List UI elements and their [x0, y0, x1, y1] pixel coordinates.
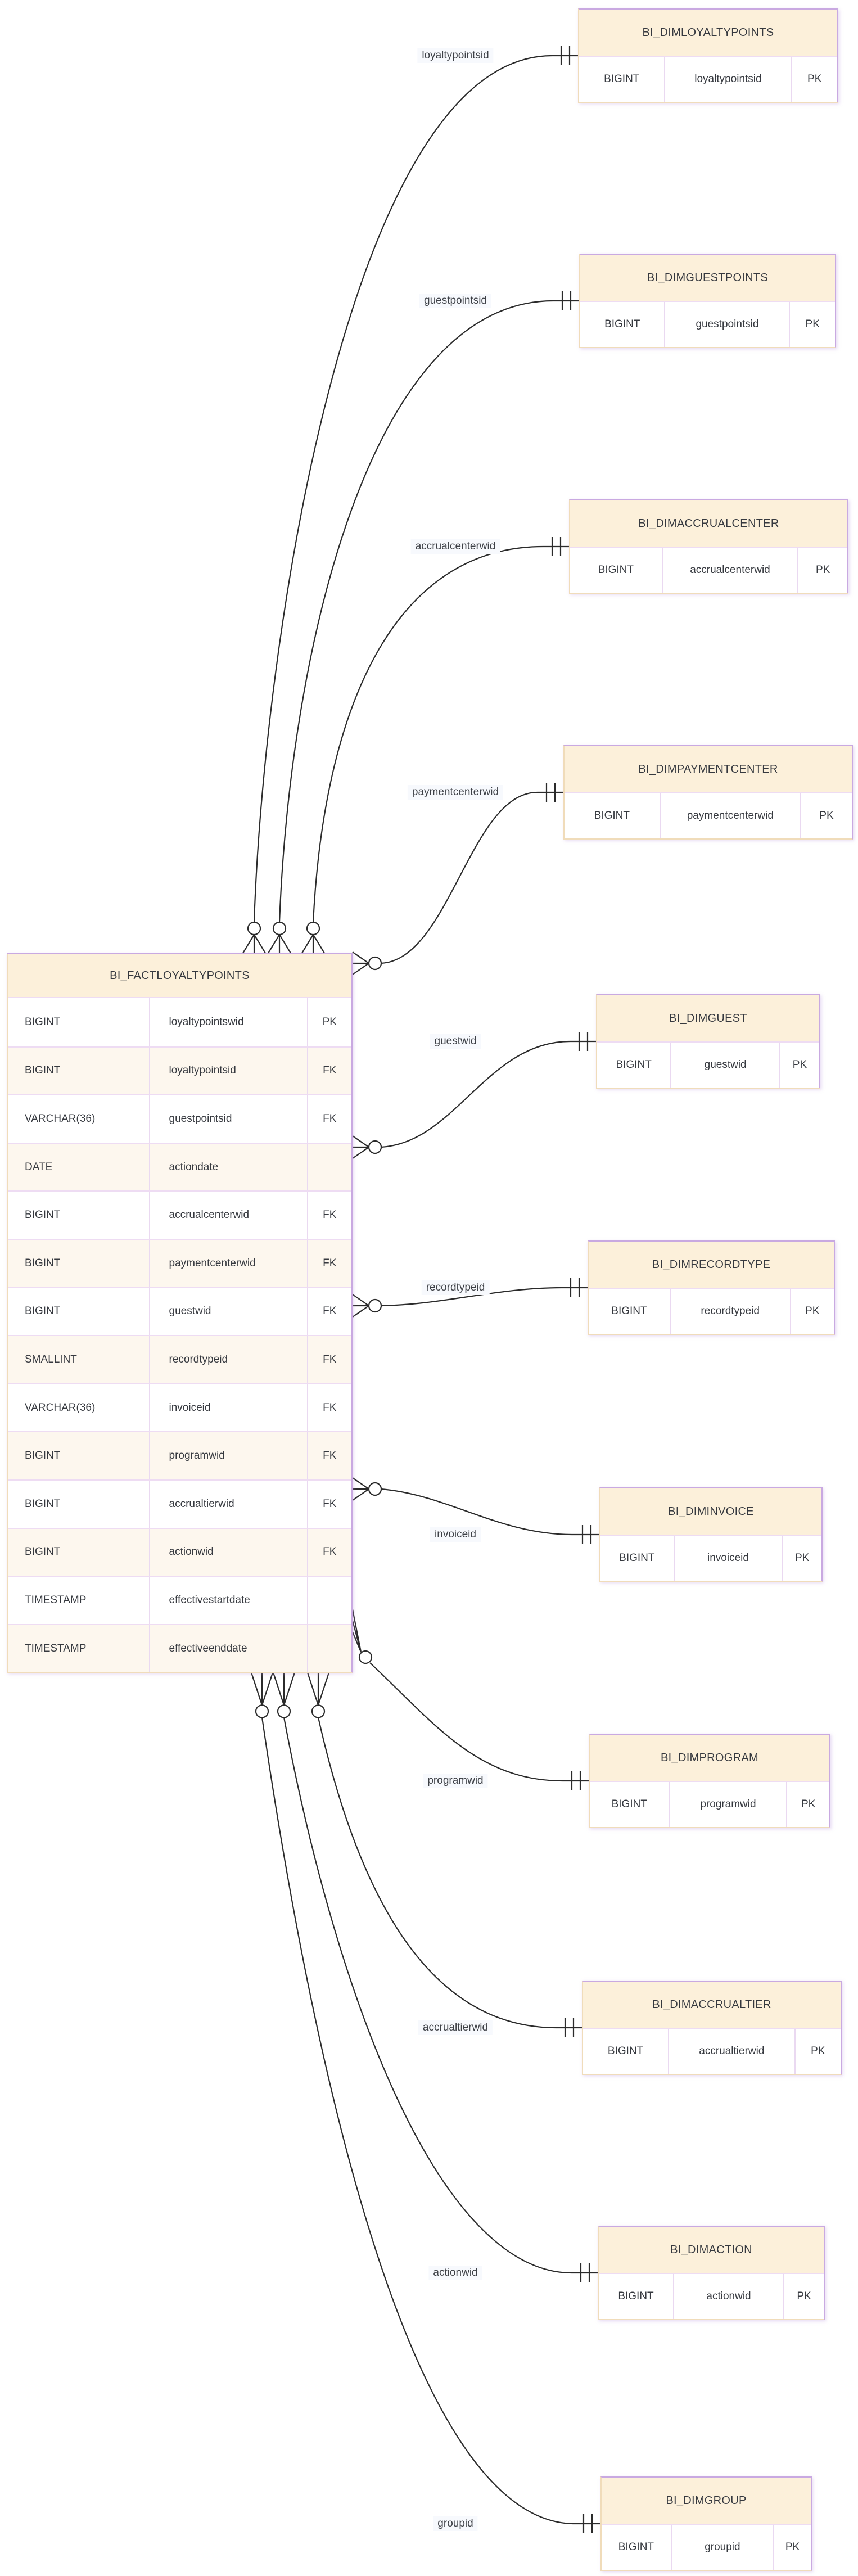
column-type: TIMESTAMP — [25, 1642, 87, 1654]
relationship-label-guestwid[interactable]: guestwid — [430, 1034, 481, 1049]
column-name: invoiceid — [674, 1536, 782, 1581]
column-key: PK — [789, 302, 835, 347]
column-name: loyaltypointswid — [149, 998, 307, 1046]
column-row[interactable] — [8, 1431, 351, 1479]
zero-or-many-circle-marker — [248, 922, 260, 935]
relationship-label-recordtypeid[interactable]: recordtypeid — [422, 1280, 490, 1295]
column-key: FK — [307, 1481, 351, 1528]
table-title[interactable]: BI_DIMINVOICE — [600, 1488, 821, 1536]
column-row[interactable] — [8, 1528, 351, 1576]
table-title[interactable]: BI_DIMGUEST — [597, 995, 819, 1043]
column-name: guestwid — [670, 1043, 779, 1088]
column-row[interactable] — [590, 1782, 829, 1827]
column-name: guestpointsid — [664, 302, 789, 347]
column-row[interactable] — [589, 1289, 834, 1334]
column-name: accrualtierwid — [149, 1481, 307, 1528]
column-name: effectiveenddate — [149, 1625, 307, 1672]
crows-foot-marker — [307, 1671, 329, 1705]
column-row[interactable] — [580, 302, 835, 347]
column-key: FK — [307, 1192, 351, 1239]
column-name: accrualtierwid — [668, 2029, 794, 2074]
relationship-guestwid — [353, 1032, 596, 1158]
table-title[interactable]: BI_DIMPROGRAM — [590, 1735, 829, 1782]
column-row[interactable] — [8, 1383, 351, 1432]
column-type: BIGINT — [611, 1798, 647, 1810]
column-type: BIGINT — [25, 1305, 61, 1318]
column-type: BIGINT — [25, 1546, 61, 1558]
relationship-accrualtierwid — [307, 1671, 582, 2037]
column-key: PK — [794, 2029, 841, 2074]
table-title[interactable]: BI_DIMLOYALTYPOINTS — [579, 10, 837, 57]
column-key: FK — [307, 1384, 351, 1432]
column-key: PK — [790, 1289, 834, 1334]
column-key: PK — [783, 2274, 824, 2319]
column-key — [307, 1625, 351, 1672]
crows-foot-marker — [353, 1609, 361, 1652]
table-title[interactable]: BI_DIMGUESTPOINTS — [580, 255, 835, 302]
column-name: guestwid — [149, 1288, 307, 1336]
column-row[interactable] — [8, 1190, 351, 1239]
column-name: paymentcenterwid — [149, 1240, 307, 1287]
column-name: programwid — [149, 1432, 307, 1479]
column-type: BIGINT — [25, 1450, 61, 1462]
table-title[interactable]: BI_DIMACCRUALCENTER — [570, 500, 847, 548]
relationship-label-actionwid[interactable]: actionwid — [428, 2266, 482, 2280]
crows-foot-marker — [353, 1478, 369, 1500]
table-title[interactable]: BI_FACTLOYALTYPOINTS — [8, 954, 351, 998]
column-type: SMALLINT — [25, 1353, 77, 1365]
table-bi_dimguestpoints[interactable] — [579, 254, 836, 348]
crows-foot-marker — [273, 1671, 295, 1705]
column-type: VARCHAR(36) — [25, 1112, 96, 1125]
column-name: paymentcenterwid — [660, 793, 800, 838]
column-row[interactable] — [565, 793, 852, 838]
relationship-line-groupid[interactable] — [262, 1717, 600, 2524]
zero-or-many-circle-marker — [307, 922, 319, 935]
column-type: BIGINT — [604, 318, 640, 330]
column-key: PK — [791, 57, 837, 102]
relationship-label-loyaltypointsid[interactable]: loyaltypointsid — [417, 48, 493, 63]
column-key: FK — [307, 1240, 351, 1287]
column-type: BIGINT — [616, 1059, 652, 1071]
zero-or-many-circle-marker — [256, 1705, 268, 1717]
table-title[interactable]: BI_DIMPAYMENTCENTER — [565, 746, 852, 793]
crows-foot-marker — [353, 952, 369, 975]
column-type: BIGINT — [604, 73, 640, 85]
column-row[interactable] — [600, 1536, 821, 1581]
relationship-accrualcenterwid — [302, 537, 569, 953]
column-type: BIGINT — [25, 1257, 61, 1269]
table-bi_diminvoice[interactable] — [599, 1487, 823, 1582]
column-row[interactable] — [570, 548, 847, 593]
column-row[interactable] — [602, 2525, 811, 2570]
column-type: BIGINT — [25, 1064, 61, 1077]
table-title[interactable]: BI_DIMGROUP — [602, 2478, 811, 2525]
relationship-line-accrualcenterwid[interactable] — [313, 547, 569, 922]
column-row[interactable] — [8, 998, 351, 1046]
column-name: loyaltypointsid — [149, 1048, 307, 1095]
column-key: PK — [800, 793, 852, 838]
column-type: BIGINT — [25, 1016, 61, 1028]
column-name: accrualcenterwid — [149, 1192, 307, 1239]
column-row[interactable] — [599, 2274, 824, 2319]
crows-foot-marker — [353, 1136, 369, 1158]
table-bi_factloyaltypoints[interactable] — [7, 953, 353, 1673]
column-key: FK — [307, 1048, 351, 1095]
table-title[interactable]: BI_DIMACCRUALTIER — [583, 1982, 841, 2029]
relationship-line-guestwid[interactable] — [381, 1041, 596, 1147]
relationship-label-accrualtierwid[interactable]: accrualtierwid — [418, 2020, 493, 2035]
column-key: PK — [797, 548, 847, 593]
column-type: VARCHAR(36) — [25, 1401, 96, 1414]
column-name: invoiceid — [149, 1384, 307, 1432]
column-name: actionwid — [673, 2274, 783, 2319]
relationship-line-paymentcenterwid[interactable] — [381, 792, 563, 963]
column-row[interactable] — [579, 57, 837, 102]
table-bi_dimaccrualcenter[interactable] — [569, 499, 848, 594]
column-name: actionwid — [149, 1529, 307, 1576]
relationship-paymentcenterwid — [353, 783, 563, 975]
column-key: PK — [779, 1043, 819, 1088]
column-type: BIGINT — [611, 1305, 647, 1317]
column-key: FK — [307, 1095, 351, 1143]
column-row[interactable] — [8, 1046, 351, 1095]
column-type: BIGINT — [607, 2045, 644, 2057]
crows-foot-marker — [268, 935, 291, 953]
zero-or-many-circle-marker — [369, 1300, 381, 1312]
column-row[interactable] — [8, 1624, 351, 1672]
zero-or-many-circle-marker — [273, 922, 286, 935]
column-key: PK — [773, 2525, 811, 2570]
column-key: FK — [307, 1432, 351, 1479]
table-bi_dimaccrualtier[interactable] — [582, 1981, 842, 2075]
column-key: FK — [307, 1288, 351, 1336]
table-bi_dimprogram[interactable] — [589, 1734, 830, 1828]
column-type: BIGINT — [619, 1552, 655, 1564]
crows-foot-marker — [243, 935, 265, 953]
column-key — [307, 1144, 351, 1191]
column-name: groupid — [671, 2525, 773, 2570]
table-bi_dimloyaltypoints[interactable] — [578, 8, 838, 103]
relationship-line-invoiceid[interactable] — [381, 1489, 599, 1535]
column-row[interactable] — [8, 1287, 351, 1336]
relationship-label-paymentcenterwid[interactable]: paymentcenterwid — [408, 785, 503, 800]
column-key — [307, 1577, 351, 1624]
column-row[interactable] — [8, 1576, 351, 1624]
table-bi_dimaction[interactable] — [598, 2226, 825, 2320]
column-key: PK — [786, 1782, 829, 1827]
column-type: TIMESTAMP — [25, 1594, 87, 1606]
relationship-line-accrualtierwid[interactable] — [318, 1717, 582, 2028]
relationship-groupid — [251, 1671, 600, 2533]
column-row[interactable] — [8, 1479, 351, 1528]
relationship-guestpointsid — [268, 291, 579, 953]
zero-or-many-circle-marker — [369, 1483, 381, 1495]
column-name: guestpointsid — [149, 1095, 307, 1143]
column-name: recordtypeid — [670, 1289, 790, 1334]
relationship-programwid — [353, 1609, 589, 1790]
column-row[interactable] — [8, 1239, 351, 1287]
table-bi_dimpaymentcenter[interactable] — [563, 745, 853, 840]
column-row[interactable] — [597, 1043, 819, 1088]
relationship-label-guestpointsid[interactable]: guestpointsid — [419, 294, 491, 308]
relationship-label-accrualcenterwid[interactable]: accrualcenterwid — [411, 539, 500, 554]
column-type: BIGINT — [598, 564, 634, 576]
relationship-label-programwid[interactable]: programwid — [423, 1774, 487, 1788]
column-type: DATE — [25, 1161, 53, 1173]
column-type: BIGINT — [618, 2290, 654, 2302]
column-type: BIGINT — [594, 810, 630, 822]
table-title[interactable]: BI_DIMRECORDTYPE — [589, 1242, 834, 1289]
table-title[interactable]: BI_DIMACTION — [599, 2227, 824, 2274]
zero-or-many-circle-marker — [369, 957, 381, 969]
column-key: FK — [307, 1336, 351, 1383]
relationship-line-actionwid[interactable] — [284, 1717, 598, 2273]
column-name: loyaltypointsid — [664, 57, 791, 102]
column-type: BIGINT — [618, 2541, 654, 2553]
column-name: recordtypeid — [149, 1336, 307, 1383]
column-name: accrualcenterwid — [662, 548, 798, 593]
zero-or-many-circle-marker — [359, 1651, 372, 1663]
column-key: FK — [307, 1529, 351, 1576]
column-type: BIGINT — [25, 1209, 61, 1221]
crows-foot-marker — [251, 1671, 273, 1705]
crows-foot-marker — [302, 935, 324, 953]
column-key: PK — [307, 998, 351, 1046]
zero-or-many-circle-marker — [278, 1705, 290, 1717]
zero-or-many-circle-marker — [312, 1705, 324, 1717]
relationship-loyaltypointsid — [243, 46, 578, 953]
zero-or-many-circle-marker — [369, 1141, 381, 1153]
column-name: programwid — [669, 1782, 787, 1827]
column-row[interactable] — [8, 1335, 351, 1383]
column-row[interactable] — [8, 1143, 351, 1191]
column-name: effectivestartdate — [149, 1577, 307, 1624]
relationship-label-invoiceid[interactable]: invoiceid — [430, 1527, 481, 1542]
column-row[interactable] — [583, 2029, 841, 2074]
column-type: BIGINT — [25, 1497, 61, 1510]
column-key: PK — [782, 1536, 821, 1581]
table-bi_dimrecordtype[interactable] — [588, 1240, 835, 1335]
table-bi_dimguest[interactable] — [596, 994, 820, 1089]
relationship-line-guestpointsid[interactable] — [279, 301, 579, 922]
relationship-line-programwid[interactable] — [370, 1663, 589, 1781]
relationship-label-groupid[interactable]: groupid — [433, 2516, 477, 2531]
column-row[interactable] — [8, 1094, 351, 1143]
table-bi_dimgroup[interactable] — [600, 2476, 812, 2571]
crows-foot-marker — [353, 1294, 369, 1317]
column-name: actiondate — [149, 1144, 307, 1191]
